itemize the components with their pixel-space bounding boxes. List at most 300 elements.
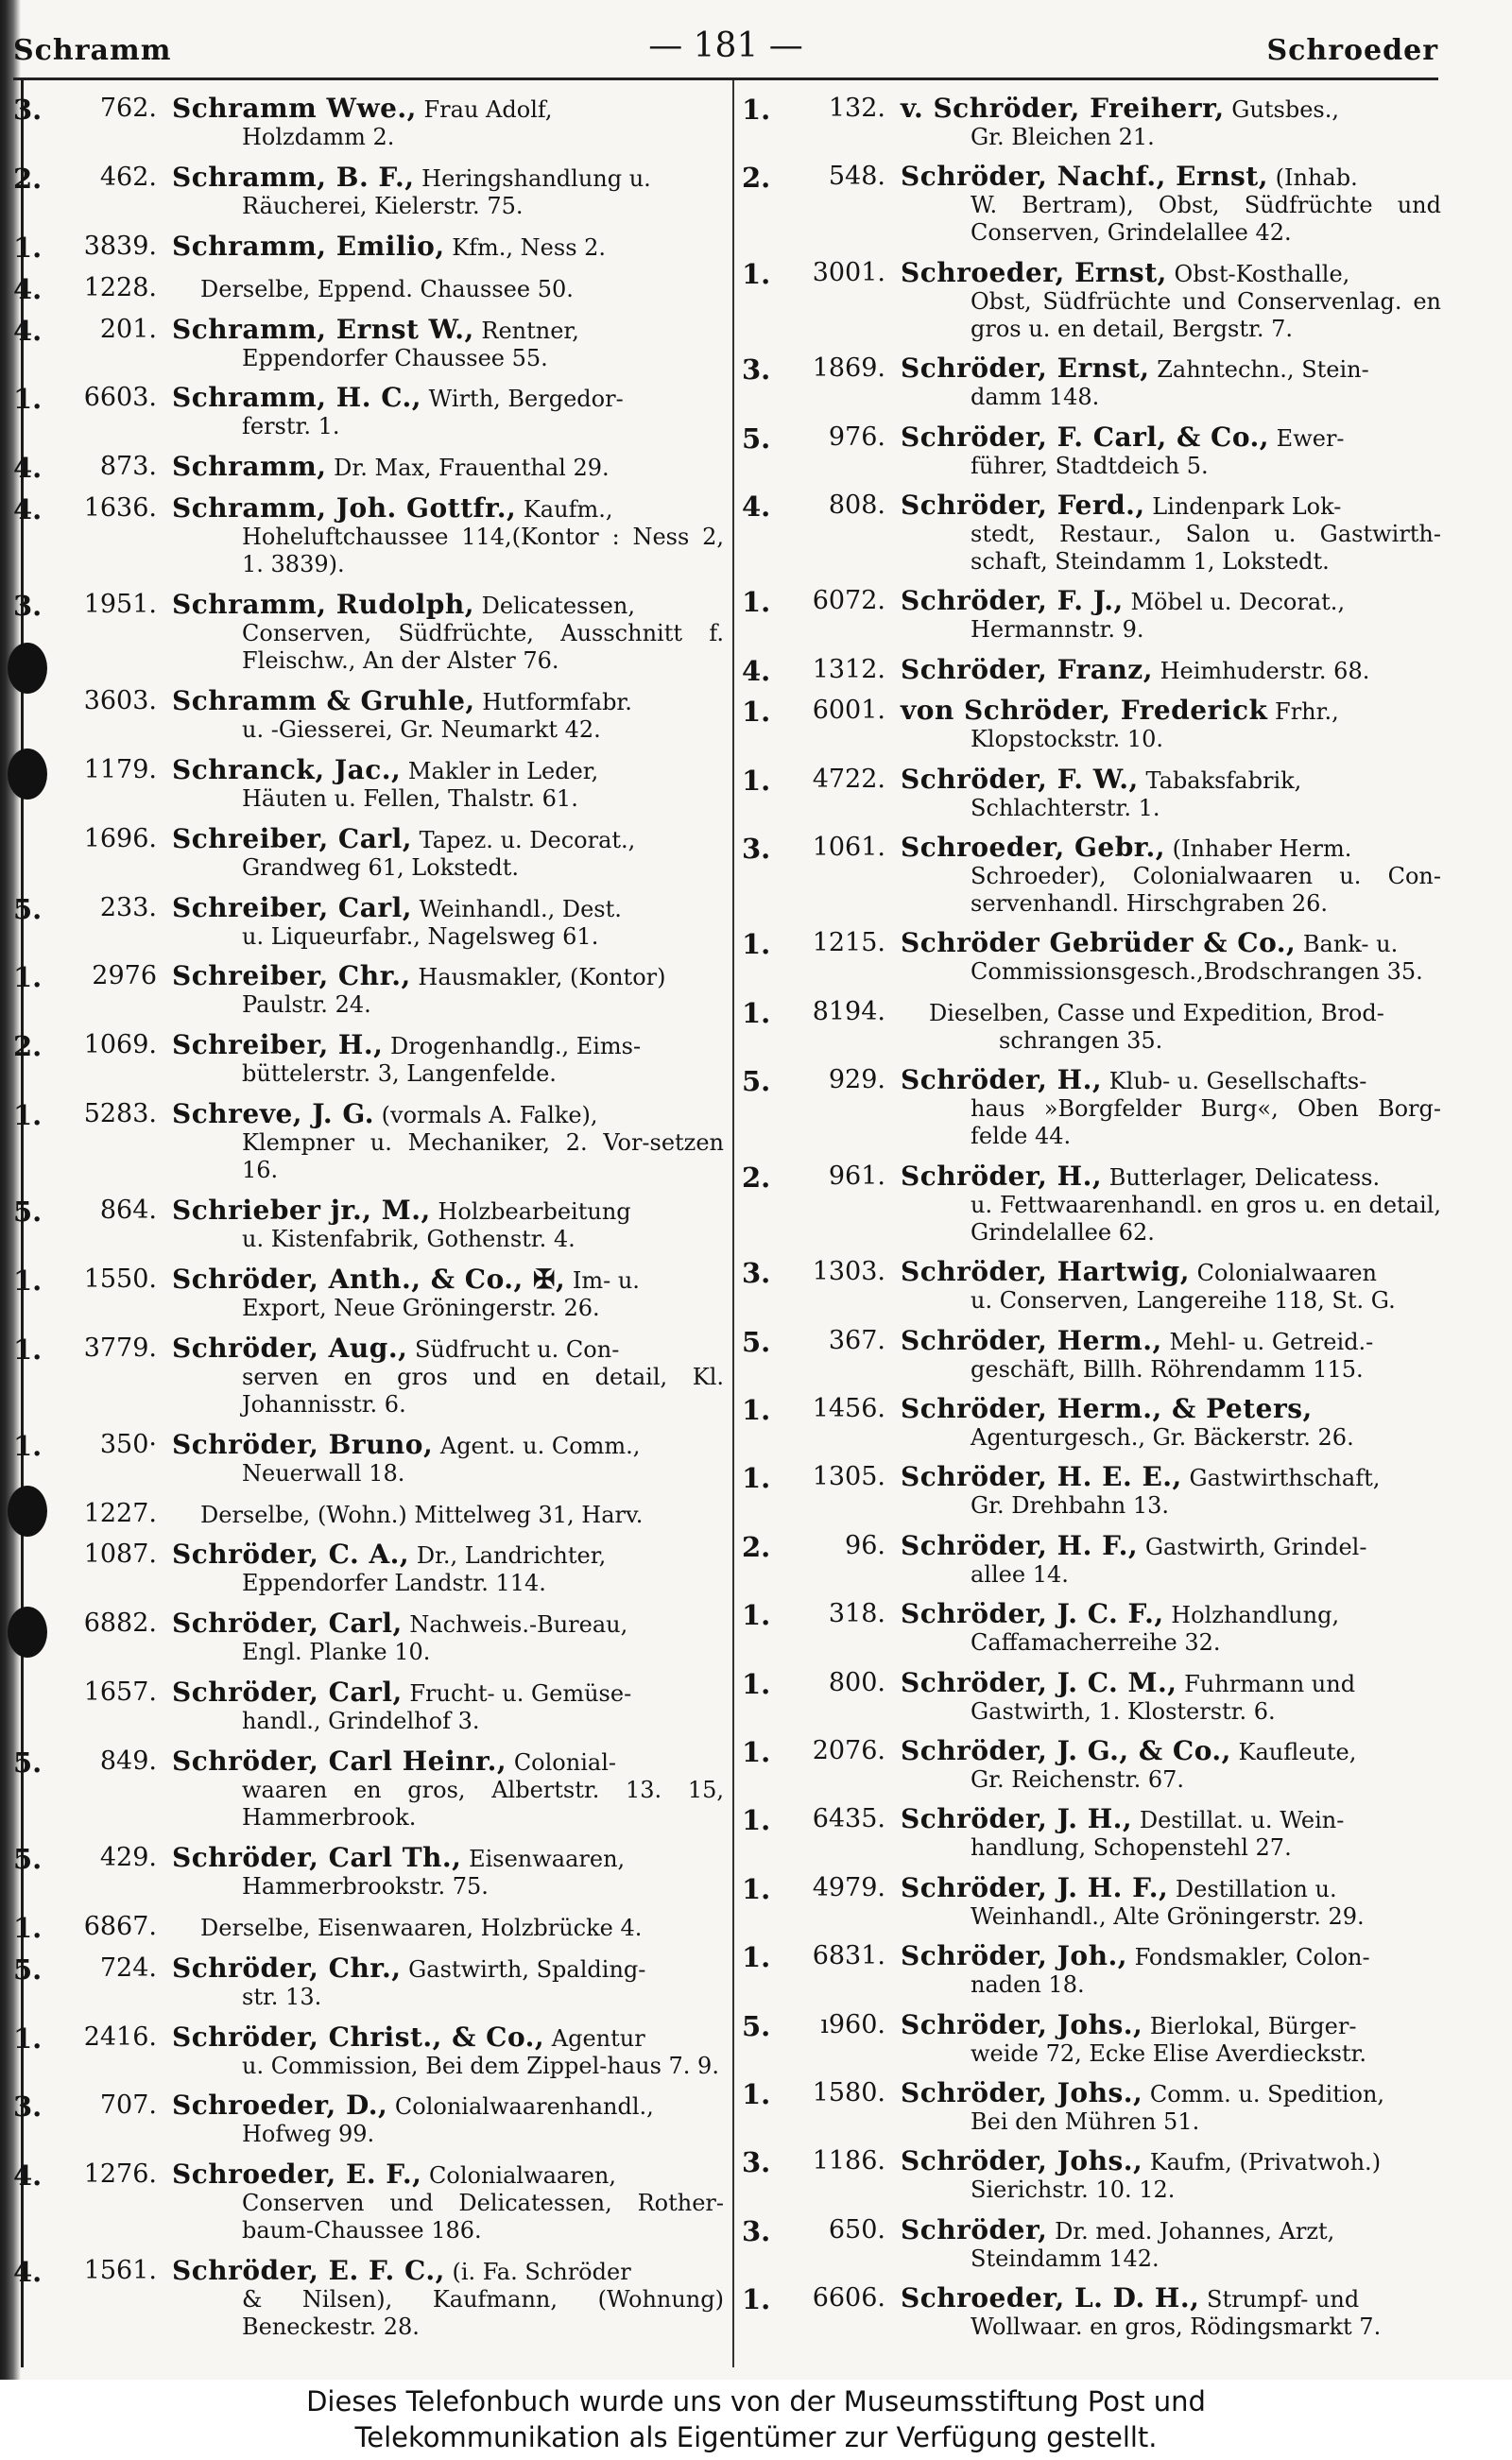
phone-number: 707.	[99, 2090, 157, 2121]
entry-text	[172, 591, 724, 675]
subscriber-name: Schramm, Emilio,	[172, 230, 445, 262]
exchange-number: 1.	[742, 1393, 771, 1426]
directory-entry	[13, 451, 724, 485]
entry-text	[901, 929, 1441, 986]
phone-number: 1561.	[83, 2256, 157, 2286]
entry-address: Engl. Planke 10.	[242, 1639, 431, 1666]
entry-address: & Nilsen), Kaufmann, (Wohnung) Beneckestr. 28.	[242, 2286, 724, 2341]
entry-detail: Eisenwaaren,	[469, 1845, 626, 1872]
entry-text	[172, 753, 724, 813]
phone-number: 1061.	[812, 833, 885, 863]
subscriber-name: Schröder, Franz,	[901, 653, 1153, 685]
exchange-number: 1.	[13, 231, 43, 264]
subscriber-name: Schröder, F. J.,	[901, 585, 1124, 617]
exchange-number: 1.	[742, 1804, 771, 1837]
phone-number: 1186.	[812, 2146, 885, 2176]
subscriber-name: Schröder, Ernst,	[901, 353, 1150, 385]
subscriber-name: Schrieber jr., M.,	[172, 1195, 431, 1226]
entry-address: Hermannstr. 9.	[971, 616, 1144, 644]
exchange-number: 3.	[742, 1257, 771, 1290]
subscriber-name: Schramm, B. F.,	[172, 161, 415, 193]
entry-text	[901, 1324, 1441, 1384]
exchange-number: 1.	[742, 94, 771, 126]
entry-text	[901, 1258, 1441, 1315]
phone-number: 6072.	[812, 586, 885, 616]
entry-text	[901, 2008, 1441, 2068]
header-left-keyword: Schramm	[13, 34, 172, 67]
column-divider	[732, 80, 734, 2367]
entry-text	[901, 1942, 1441, 1999]
directory-entry	[13, 1428, 724, 1488]
entry-text	[172, 384, 724, 440]
header-rule	[13, 77, 1438, 80]
entry-detail: Tabaksfabrik,	[1145, 766, 1302, 794]
entry-address: Eppendorfer Chaussee 55.	[242, 344, 548, 371]
entry-detail: Kfm., Ness 2.	[452, 233, 607, 261]
subscriber-name: Schröder Gebrüder & Co.,	[901, 927, 1297, 959]
entry-address: weide 72, Ecke Elise Averdieckstr.	[971, 2039, 1367, 2067]
entry-text	[172, 1954, 724, 2011]
subscriber-name: Schramm, H. C.,	[172, 382, 422, 414]
exchange-number: 3.	[13, 94, 43, 126]
phone-number: 1303.	[812, 1257, 885, 1287]
directory-entry	[742, 763, 1441, 822]
right-column	[742, 95, 1441, 2353]
phone-number: 3603.	[83, 685, 157, 715]
phone-number: 929.	[828, 1065, 885, 1095]
subscriber-name: Schröder, Hartwig,	[901, 1256, 1191, 1288]
subscriber-name: Schröder, Herm.,	[901, 1324, 1162, 1356]
exchange-number: 2.	[13, 162, 43, 195]
exchange-number: 3.	[13, 2090, 43, 2124]
exchange-number: 1.	[742, 257, 771, 290]
entry-address: damm 148.	[971, 384, 1100, 411]
exchange-number: 4.	[13, 2159, 43, 2193]
page-number: — 181 —	[648, 26, 803, 65]
phone-number: 233.	[99, 892, 157, 922]
entry-address: Gr. Drehbahn 13.	[971, 1492, 1170, 1520]
header-right-keyword: Schroeder	[1266, 34, 1438, 67]
entry-address: Commissionsgesch.,Brodschrangen 35.	[971, 958, 1423, 986]
phone-number: 864.	[99, 1196, 157, 1225]
directory-entry	[13, 384, 724, 440]
phone-number: 4722.	[812, 764, 885, 794]
entry-address: Sierichstr. 10. 12.	[971, 2176, 1176, 2204]
entry-text	[172, 274, 724, 303]
exchange-number: 3.	[742, 353, 771, 387]
footer-line-2: Telekommunikation als Eigentümer zur Verfügung gestellt.	[354, 2421, 1158, 2453]
phone-number: 1179.	[83, 754, 157, 784]
directory-entry	[742, 1324, 1441, 1384]
entry-text	[901, 2284, 1441, 2341]
directory-entry	[13, 1540, 724, 1597]
directory-entry	[13, 2091, 724, 2148]
directory-entry	[13, 163, 724, 220]
directory-entry	[742, 2284, 1441, 2341]
entry-text	[172, 1265, 724, 1322]
entry-address: Steindamm 142.	[971, 2245, 1160, 2272]
exchange-number: 1.	[13, 1911, 43, 1944]
exchange-number: 3.	[742, 2146, 771, 2179]
entry-address: Wollwaar. en gros, Rödingsmarkt 7.	[971, 2314, 1382, 2341]
exchange-number: 2.	[742, 1530, 771, 1563]
entry-detail: Colonialwaarenhandl.,	[394, 2093, 654, 2121]
phone-number: 1657.	[83, 1677, 157, 1708]
subscriber-name: Schröder, F. Carl, & Co.,	[901, 421, 1270, 453]
entry-address: Schlachterstr. 1.	[971, 794, 1160, 821]
phone-number: 3839.	[83, 231, 157, 261]
phone-number: 1087.	[83, 1540, 157, 1570]
directory-entry	[742, 1666, 1441, 1726]
phone-number: 961.	[828, 1161, 885, 1191]
entry-address: str. 13.	[242, 1983, 322, 2010]
exchange-number: 5.	[13, 1953, 43, 1986]
entry-text	[901, 834, 1441, 918]
exchange-number: 1.	[742, 2077, 771, 2110]
subscriber-name: Schreiber, Chr.,	[172, 960, 411, 992]
entry-detail: Lindenpark Lok-	[1152, 493, 1342, 521]
entry-detail: Heringshandlung u.	[421, 164, 651, 192]
phone-number: 1215.	[812, 928, 885, 958]
phone-number: 873.	[99, 452, 157, 482]
exchange-number: 1.	[13, 2021, 43, 2055]
entry-text	[901, 1529, 1441, 1589]
directory-entry	[13, 1841, 724, 1901]
phone-number: 1456.	[812, 1393, 885, 1423]
entry-text	[901, 1392, 1441, 1452]
entry-text	[901, 491, 1441, 576]
directory-entry	[13, 2023, 724, 2080]
directory-entry	[13, 822, 724, 882]
entry-detail: Makler in Leder,	[407, 757, 599, 784]
subscriber-name: Schröder, Carl,	[172, 1677, 403, 1709]
entry-address: ferstr. 1.	[242, 413, 340, 440]
entry-detail: Agent. u. Comm.,	[439, 1432, 641, 1459]
phone-number: 548.	[828, 162, 885, 192]
entry-detail: Kaufm.,	[523, 496, 613, 524]
phone-number: 429.	[99, 1842, 157, 1872]
entry-address: Gastwirth, 1. Klosterstr. 6.	[971, 1697, 1276, 1725]
entry-text	[901, 1162, 1441, 1247]
ink-blot	[8, 1486, 47, 1537]
entry-address: büttelerstr. 3, Langenfelde.	[242, 1060, 557, 1088]
phone-number: 132.	[828, 94, 885, 123]
phone-number: 1227.	[83, 1498, 157, 1528]
entry-text	[901, 1734, 1441, 1794]
phone-number: 849.	[99, 1746, 157, 1776]
entry-detail: Hausmakler, (Kontor)	[418, 964, 666, 991]
subscriber-name: Schramm & Gruhle,	[172, 684, 475, 716]
directory-entry	[13, 1031, 724, 1088]
entry-detail: Zahntechn., Stein-	[1157, 356, 1369, 384]
phone-number: 1580.	[812, 2077, 885, 2107]
directory-entry	[742, 1805, 1441, 1862]
entry-address: Räucherei, Kielerstr. 75.	[242, 192, 524, 219]
directory-entry	[742, 491, 1441, 576]
entry-address: waaren en gros, Albertstr. 13. 15, Hammerbrook.	[242, 1777, 724, 1831]
exchange-number: 3.	[13, 590, 43, 622]
phone-number: 462.	[99, 162, 157, 192]
subscriber-name: Schreiber, Carl,	[172, 891, 412, 923]
phone-number: 1276.	[83, 2159, 157, 2190]
entry-detail: Tapez. u. Decorat.,	[419, 826, 636, 853]
subscriber-name: Schroeder, Gebr.,	[901, 832, 1165, 864]
directory-entry	[742, 1734, 1441, 1794]
entry-address: u. Kistenfabrik, Gothenstr. 4.	[242, 1226, 576, 1252]
subscriber-name: Schröder, Joh.,	[901, 1940, 1127, 1972]
exchange-number: 2.	[13, 1030, 43, 1063]
entry-text	[172, 163, 724, 220]
entry-text	[901, 1463, 1441, 1520]
phone-number: 6001.	[812, 696, 885, 726]
entry-detail: Derselbe, Eppend. Chaussee 50.	[200, 275, 574, 302]
entry-detail: Dr. med. Johannes, Arzt,	[1055, 2217, 1335, 2245]
entry-text	[172, 1747, 724, 1832]
footer-credit	[0, 2380, 1512, 2460]
entry-detail: Frhr.,	[1275, 698, 1339, 726]
exchange-number: 1.	[742, 1872, 771, 1905]
subscriber-name: Schröder, H. F.,	[901, 1529, 1139, 1561]
entry-address: Häuten u. Fellen, Thalstr. 61.	[242, 784, 578, 812]
exchange-number: 5.	[742, 1065, 771, 1098]
phone-number: 6882.	[83, 1608, 157, 1639]
subscriber-name: Schröder, H.,	[901, 1160, 1103, 1192]
entry-text	[172, 1678, 724, 1735]
entry-detail: Colonialwaaren	[1196, 1260, 1378, 1287]
entry-detail: Strumpf- und	[1207, 2286, 1360, 2314]
phone-number: 8194.	[812, 996, 885, 1026]
entry-detail: Gastwirth, Spalding-	[408, 1955, 646, 1983]
left-column	[13, 95, 724, 2353]
subscriber-name: Schreiber, H.,	[172, 1029, 384, 1061]
exchange-number: 3.	[742, 833, 771, 866]
entry-detail: Fondsmakler, Colon-	[1134, 1944, 1370, 1971]
entry-address: Holzdamm 2.	[242, 124, 395, 150]
entry-text	[901, 1600, 1441, 1657]
entry-detail: Gastwirthschaft,	[1189, 1465, 1381, 1492]
entry-detail: Frucht- u. Gemüse-	[409, 1680, 632, 1708]
phone-number: 1636.	[83, 493, 157, 524]
directory-entry	[13, 1747, 724, 1832]
subscriber-name: Schröder, Johs.,	[901, 2008, 1143, 2040]
entry-text	[172, 1609, 724, 1666]
directory-entry	[742, 834, 1441, 918]
exchange-number: 5.	[13, 892, 43, 925]
entry-text	[901, 587, 1441, 644]
directory-entry	[13, 232, 724, 262]
entry-text	[172, 822, 724, 882]
exchange-number: 4.	[13, 314, 43, 347]
entry-detail: (Inhaber Herm.	[1172, 835, 1352, 863]
exchange-number: 1.	[13, 1429, 43, 1462]
phone-number: 1550.	[83, 1264, 157, 1294]
entry-address: Eppendorfer Landstr. 114.	[242, 1570, 546, 1597]
entry-detail: Derselbe, Eisenwaaren, Holzbrücke 4.	[200, 1914, 643, 1941]
directory-entry	[742, 2008, 1441, 2068]
entry-detail: Holzhandlung,	[1171, 1602, 1340, 1629]
directory-entry	[742, 998, 1441, 1055]
directory-entry	[742, 1871, 1441, 1931]
entry-address: W. Bertram), Obst, Südfrüchte und Conserven, Grindelallee 42.	[971, 192, 1441, 247]
entry-address: führer, Stadtdeich 5.	[971, 452, 1209, 479]
exchange-number: 2.	[742, 162, 771, 195]
phone-number: 2416.	[83, 2021, 157, 2052]
directory-entry	[13, 494, 724, 578]
subscriber-name: Schröder, Carl Th.,	[172, 1841, 462, 1873]
entry-detail: Dr., Landrichter,	[416, 1542, 607, 1570]
entry-text	[901, 163, 1441, 247]
directory-entry	[742, 697, 1441, 753]
phone-number: 6831.	[812, 1941, 885, 1971]
entry-address: Agenturgesch., Gr. Bäckerstr. 26.	[971, 1423, 1354, 1451]
entry-address: haus »Borgfelder Burg«, Oben Borg-felde 44.	[971, 1095, 1441, 1150]
entry-detail: Butterlager, Delicatess.	[1108, 1163, 1381, 1191]
entry-address: geschäft, Billh. Röhrendamm 115.	[971, 1355, 1364, 1383]
entry-text	[172, 2160, 724, 2245]
subscriber-name: Schranck, Jac.,	[172, 753, 402, 785]
subscriber-name: Schröder, Chr.,	[172, 1952, 402, 1984]
entry-detail: Möbel u. Decorat.,	[1130, 589, 1346, 616]
entry-detail: Nachweis.-Bureau,	[409, 1611, 628, 1639]
directory-entry	[742, 2213, 1441, 2273]
subscriber-name: von Schröder, Frederick	[901, 695, 1268, 727]
entry-detail: Rentner,	[481, 317, 579, 344]
entry-text	[172, 1428, 724, 1488]
entry-detail: Obst-Kosthalle,	[1174, 260, 1350, 287]
phone-number: 201.	[99, 314, 157, 344]
entry-text	[172, 1841, 724, 1901]
phone-number: 724.	[99, 1953, 157, 1983]
directory-entry	[13, 753, 724, 813]
entry-text	[901, 1805, 1441, 1862]
phone-number: 3779.	[83, 1333, 157, 1363]
entry-address: naden 18.	[971, 1971, 1085, 1999]
entry-text	[172, 1913, 724, 1942]
directory-entry	[742, 1463, 1441, 1520]
directory-entry	[742, 1529, 1441, 1589]
entry-text	[172, 453, 724, 482]
entry-text	[172, 313, 724, 372]
subscriber-name: Schröder, H.,	[901, 1064, 1103, 1096]
entry-detail: Bierlokal, Bürger-	[1149, 2012, 1357, 2039]
entry-detail: Dieselben, Casse und Expedition, Brod-	[929, 999, 1384, 1026]
entry-text	[901, 2147, 1441, 2204]
exchange-number: 5.	[13, 1196, 43, 1228]
entry-address: u. Fettwaarenhandl. en gros u. en detail, Grindelallee 62.	[971, 1191, 1441, 1246]
directory-entry	[742, 1258, 1441, 1315]
entry-address: Klempner u. Mechaniker, 2. Vor-setzen 16.	[242, 1129, 724, 1184]
entry-text	[901, 423, 1441, 480]
entry-address: Gr. Bleichen 21.	[971, 124, 1155, 150]
entry-text	[901, 1871, 1441, 1931]
entry-text	[172, 684, 724, 744]
subscriber-name: Schröder, Aug.,	[172, 1332, 408, 1364]
entry-text	[901, 1066, 1441, 1150]
exchange-number: 5.	[742, 1325, 771, 1358]
entry-address: stedt, Restaur., Salon u. Gastwirth-schaft, Steindamm 1, Lokstedt.	[971, 521, 1441, 576]
subscriber-name: Schröder, J. C. M.,	[901, 1666, 1177, 1698]
entry-detail: Mehl- u. Getreid.-	[1169, 1328, 1374, 1355]
entry-detail: Drogenhandlg., Eims-	[390, 1033, 642, 1060]
directory-entry	[13, 591, 724, 675]
entry-address: Bei den Mühren 51.	[971, 2107, 1200, 2135]
entry-detail: Destillat. u. Wein-	[1139, 1807, 1345, 1834]
entry-detail: Holzbearbeitung	[438, 1198, 631, 1225]
directory-entry	[742, 1066, 1441, 1150]
entry-detail: (i. Fa. Schröder	[452, 2259, 631, 2286]
phone-number: 800.	[828, 1667, 885, 1697]
subscriber-name: Schröder, Johs.,	[901, 2145, 1143, 2177]
exchange-number: 2.	[742, 1161, 771, 1194]
subscriber-name: Schramm, Joh. Gottfr.,	[172, 492, 517, 525]
directory-entry	[742, 163, 1441, 247]
directory-entry	[13, 274, 724, 303]
entry-detail: Kaufm, (Privatwoh.)	[1149, 2149, 1382, 2176]
subscriber-name: Schröder, Bruno,	[172, 1428, 434, 1460]
exchange-number: 5.	[742, 2009, 771, 2042]
phone-number: 2976	[92, 961, 157, 991]
subscriber-name: Schröder, Johs.,	[901, 2076, 1143, 2108]
exchange-number: 1.	[742, 764, 771, 797]
phone-number: 367.	[828, 1325, 885, 1355]
phone-number: 1228.	[83, 272, 157, 302]
subscriber-name: Schröder, J. H.,	[901, 1803, 1133, 1835]
phone-number: 762.	[99, 94, 157, 123]
exchange-number: 1.	[742, 2283, 771, 2316]
directory-entry	[742, 423, 1441, 480]
entry-text	[172, 95, 724, 151]
subscriber-name: Schröder, J. H. F.,	[901, 1871, 1169, 1903]
subscriber-name: Schramm, Rudolph,	[172, 589, 474, 620]
directory-entry	[742, 1392, 1441, 1452]
directory-entry	[742, 256, 1441, 343]
entry-text	[172, 232, 724, 262]
exchange-number: 5.	[742, 421, 771, 455]
directory-entry	[13, 891, 724, 951]
directory-entry	[13, 313, 724, 372]
entry-detail: Weinhandl., Dest.	[419, 895, 622, 922]
directory-entry	[13, 1196, 724, 1253]
entry-detail: Im- u.	[572, 1266, 640, 1294]
subscriber-name: Schröder, Ferd.,	[901, 490, 1145, 522]
entry-text	[901, 653, 1441, 685]
phone-number: 1312.	[812, 654, 885, 684]
phone-number: 1869.	[812, 353, 885, 384]
subscriber-name: v. Schröder, Freiherr,	[901, 93, 1225, 124]
subscriber-name: Schramm,	[172, 451, 327, 483]
phone-number: 808.	[828, 490, 885, 521]
exchange-number: 3.	[742, 2214, 771, 2247]
directory-entry	[742, 1600, 1441, 1657]
entry-address: u. Conserven, Langereihe 118, St. G.	[971, 1287, 1396, 1315]
directory-entry	[13, 1913, 724, 1942]
exchange-number: 4.	[13, 493, 43, 526]
exchange-number: 1.	[742, 996, 771, 1029]
entry-address: Conserven, Südfrüchte, Ausschnitt f. Fleischw., An der Alster 76.	[242, 620, 724, 674]
phone-number: 4979.	[812, 1872, 885, 1902]
entry-detail: Destillation u.	[1175, 1875, 1337, 1902]
ink-blot	[8, 1607, 47, 1658]
phone-number: 3001.	[812, 257, 885, 287]
directory-entry	[13, 962, 724, 1019]
subscriber-name: Schröder, Carl Heinr.,	[172, 1746, 507, 1777]
entry-text	[172, 962, 724, 1019]
page-header	[13, 26, 1438, 74]
subscriber-name: Schroeder, L. D. H.,	[901, 2282, 1200, 2314]
exchange-number: 1.	[742, 1667, 771, 1700]
entry-address: serven en gros und en detail, Kl. Johannisstr. 6.	[242, 1363, 724, 1418]
directory-entry	[13, 95, 724, 151]
